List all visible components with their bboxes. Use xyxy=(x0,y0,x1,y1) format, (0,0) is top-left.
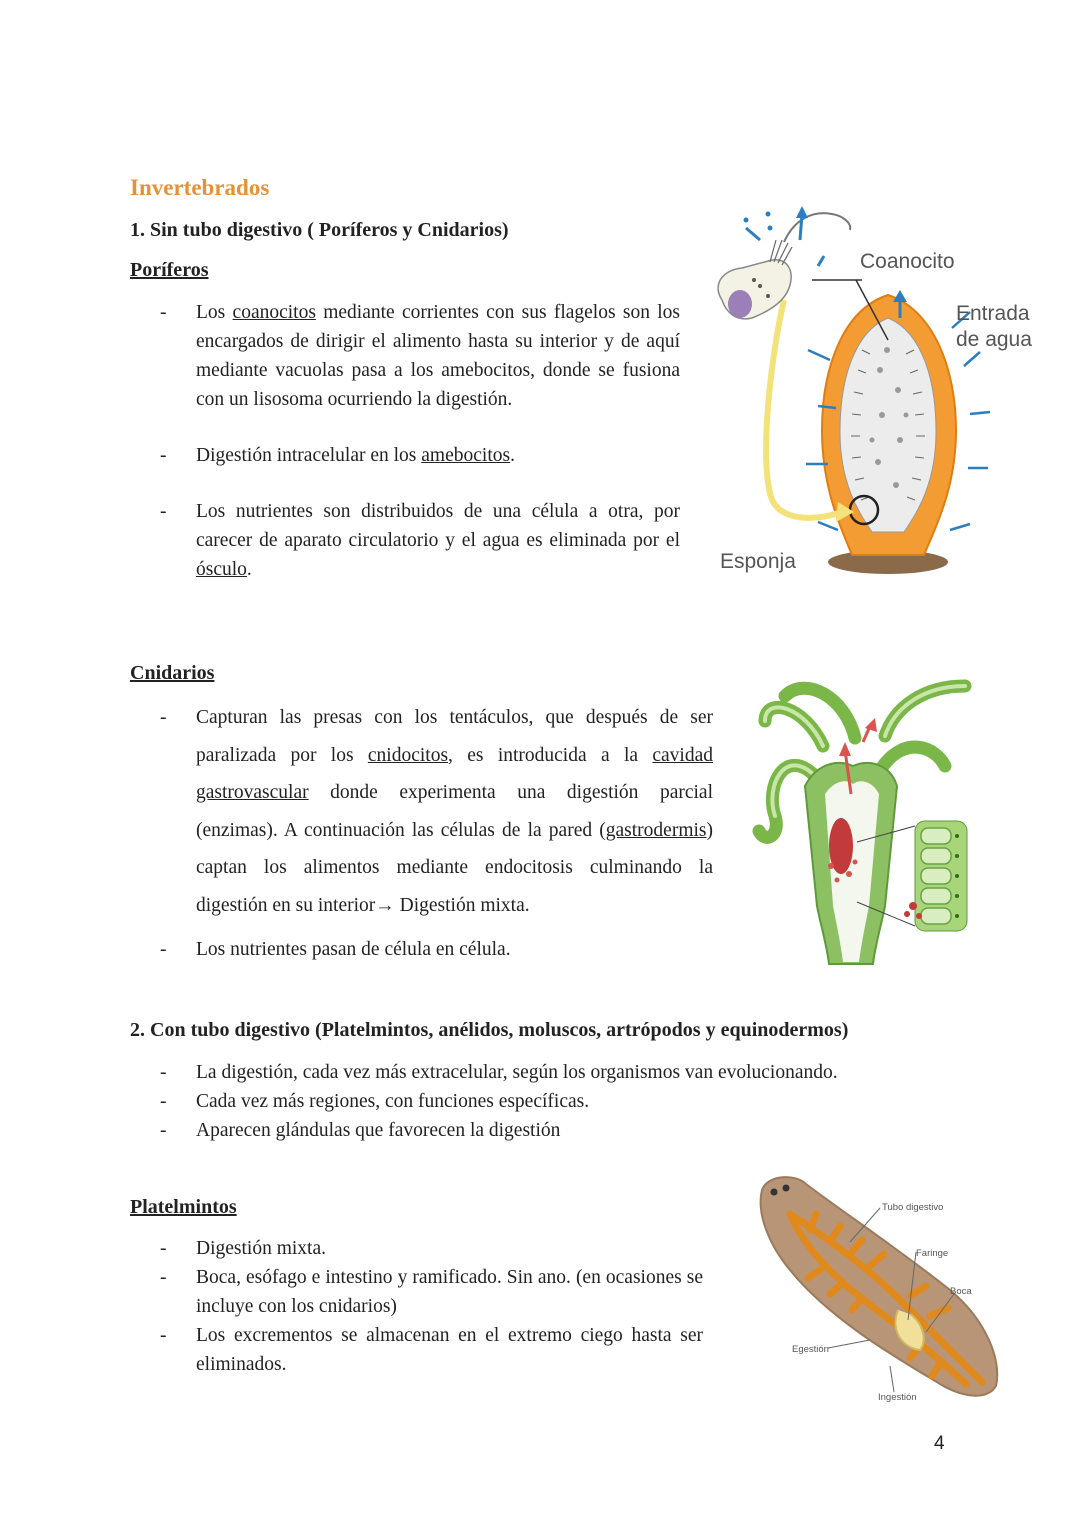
gastrodermis-detail xyxy=(904,821,967,931)
section-1-heading: 1. Sin tubo digestivo ( Poríferos y Cnidarios) xyxy=(130,219,509,241)
choanocyte-nucleus xyxy=(728,290,752,318)
section-2-bullet: - La digestión, cada vez más extracelular, según los organismos van evolucionando. xyxy=(160,1058,960,1087)
poriferos-bullet-1: - Los coanocitos mediante corrientes con sus flagelos son los encargados de dirigir el alimento hasta su interior y de aquí mediante vacuolas pasa a los amebocitos, donde se fusiona con un lisosoma ocurriendo la digestión. xyxy=(160,298,680,414)
label-faringe: Faringe xyxy=(916,1248,949,1259)
cnidarios-bullet-1: - Capturan las presas con los tentáculos, que después de ser paralizada por los cnidocitos, es introducida a la cavidad gastrovascular donde experimenta una digestión parcial (enzimas). A continuación las células de la pared (gastrodermis) captan los alimentos mediante endocitosis culminando la digestión en su interior→ Digestión mixta. xyxy=(160,699,713,924)
poriferos-list xyxy=(160,298,680,584)
cnidarios-heading: Cnidarios xyxy=(130,662,215,684)
section-2-bullet: - Cada vez más regiones, con funciones específicas. xyxy=(160,1087,960,1116)
label-tubo-digestivo: Tubo digestivo xyxy=(882,1202,944,1213)
sponge-illustration xyxy=(712,200,1042,590)
flagellum xyxy=(784,213,850,242)
poriferos-bullet-2: - Digestión intracelular en los amebocitos. xyxy=(160,441,680,470)
section-2-list xyxy=(160,1058,960,1145)
label-boca: Boca xyxy=(950,1286,972,1297)
platelmintos-list xyxy=(160,1234,703,1379)
platelmintos-bullet: - Los excrementos se almacenan en el extremo ciego hasta ser eliminados. xyxy=(160,1321,703,1379)
hydra-illustration xyxy=(745,666,980,971)
label-esponja: Esponja xyxy=(720,550,796,573)
label-de-agua: de agua xyxy=(956,328,1032,351)
label-egestion: Egestión xyxy=(792,1344,829,1355)
term-gastrodermis: gastrodermis xyxy=(605,819,707,841)
platelmintos-bullet: - Digestión mixta. xyxy=(160,1234,703,1263)
flatworm-illustration xyxy=(750,1170,1005,1405)
poriferos-heading: Poríferos xyxy=(130,259,209,281)
section-2-bullet: - Aparecen glándulas que favorecen la digestión xyxy=(160,1116,960,1145)
term-cavidad-gastrovascular: cavidad gastrovascular xyxy=(196,744,714,803)
term-cnidocitos: cnidocitos xyxy=(367,744,449,766)
cnidarios-bullet-2: - Los nutrientes pasan de célula en célula. xyxy=(160,935,713,964)
page-title: Invertebrados xyxy=(130,175,270,200)
platelmintos-heading: Platelmintos xyxy=(130,1196,237,1218)
page-number: 4 xyxy=(934,1433,945,1454)
term-coanocitos: coanocitos xyxy=(232,302,316,323)
term-amebocitos: amebocitos xyxy=(421,445,511,466)
label-ingestion: Ingestión xyxy=(878,1392,917,1403)
section-2-heading: 2. Con tubo digestivo (Platelmintos, anélidos, moluscos, artrópodos y equinodermos) xyxy=(130,1019,849,1041)
platelmintos-bullet: - Boca, esófago e intestino y ramificado. Sin ano. (en ocasiones se incluye con los cnidarios) xyxy=(160,1263,703,1321)
label-coanocito: Coanocito xyxy=(860,250,955,273)
eyespot xyxy=(771,1189,778,1196)
eyespot xyxy=(783,1185,790,1192)
poriferos-bullet-3: - Los nutrientes son distribuidos de una célula a otra, por carecer de aparato circulatorio y el agua es eliminada por el ósculo. xyxy=(160,497,680,584)
label-entrada: Entrada xyxy=(956,302,1030,325)
cnidarios-list xyxy=(160,699,713,964)
term-osculo: ósculo xyxy=(196,559,247,580)
